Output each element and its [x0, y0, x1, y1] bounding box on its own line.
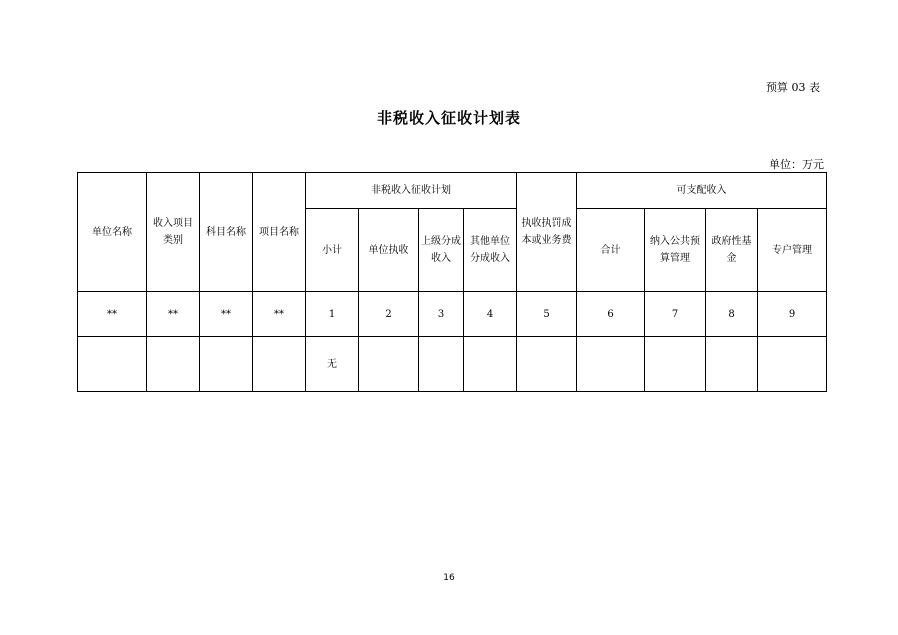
- index-cell: 4: [464, 292, 517, 337]
- data-cell: [419, 337, 464, 392]
- header-enforcement-cost: 执收执罚成本或业务费: [517, 173, 577, 292]
- page-title: 非税收入征收计划表: [376, 109, 521, 127]
- header-disposable-income: 可支配收入: [577, 173, 827, 209]
- data-cell: [78, 337, 147, 392]
- header-unit-collect: 单位执收: [359, 209, 419, 292]
- index-cell: 2: [359, 292, 419, 337]
- index-cell: 7: [645, 292, 706, 337]
- data-cell: 无: [306, 337, 359, 392]
- index-cell: 6: [577, 292, 645, 337]
- data-row: [78, 337, 827, 392]
- data-cell: [464, 337, 517, 392]
- index-cell: **: [253, 292, 306, 337]
- index-cell: **: [78, 292, 147, 337]
- header-total: 合计: [577, 209, 645, 292]
- index-cell: 8: [706, 292, 758, 337]
- form-number: 预算 03 表: [766, 81, 820, 94]
- index-cell: 5: [517, 292, 577, 337]
- unit-label: 单位：万元: [769, 158, 824, 171]
- data-cell: [253, 337, 306, 392]
- header-other-share: 其他单位分成收入: [464, 209, 517, 292]
- header-unit-name: 单位名称: [78, 173, 147, 292]
- header-subject-name: 科目名称: [200, 173, 253, 292]
- data-cell: [645, 337, 706, 392]
- index-cell: 9: [758, 292, 827, 337]
- income-plan-table: [77, 172, 827, 392]
- index-row: [78, 292, 827, 337]
- data-cell: [706, 337, 758, 392]
- header-public-budget: 纳入公共预算管理: [645, 209, 706, 292]
- data-cell: [359, 337, 419, 392]
- index-cell: **: [147, 292, 200, 337]
- header-upper-share: 上级分成收入: [419, 209, 464, 292]
- header-project-name: 项目名称: [253, 173, 306, 292]
- data-cell: [200, 337, 253, 392]
- page-number: 16: [443, 573, 455, 583]
- index-cell: **: [200, 292, 253, 337]
- header-collection-plan: 非税收入征收计划: [306, 173, 517, 209]
- header-gov-fund: 政府性基金: [706, 209, 758, 292]
- index-cell: 1: [306, 292, 359, 337]
- index-cell: 3: [419, 292, 464, 337]
- header-special-account: 专户管理: [758, 209, 827, 292]
- header-subtotal: 小计: [306, 209, 359, 292]
- data-cell: [517, 337, 577, 392]
- header-income-category: 收入项目类别: [147, 173, 200, 292]
- data-cell: [758, 337, 827, 392]
- data-cell: [147, 337, 200, 392]
- header-row-1: [78, 173, 827, 209]
- data-cell: [577, 337, 645, 392]
